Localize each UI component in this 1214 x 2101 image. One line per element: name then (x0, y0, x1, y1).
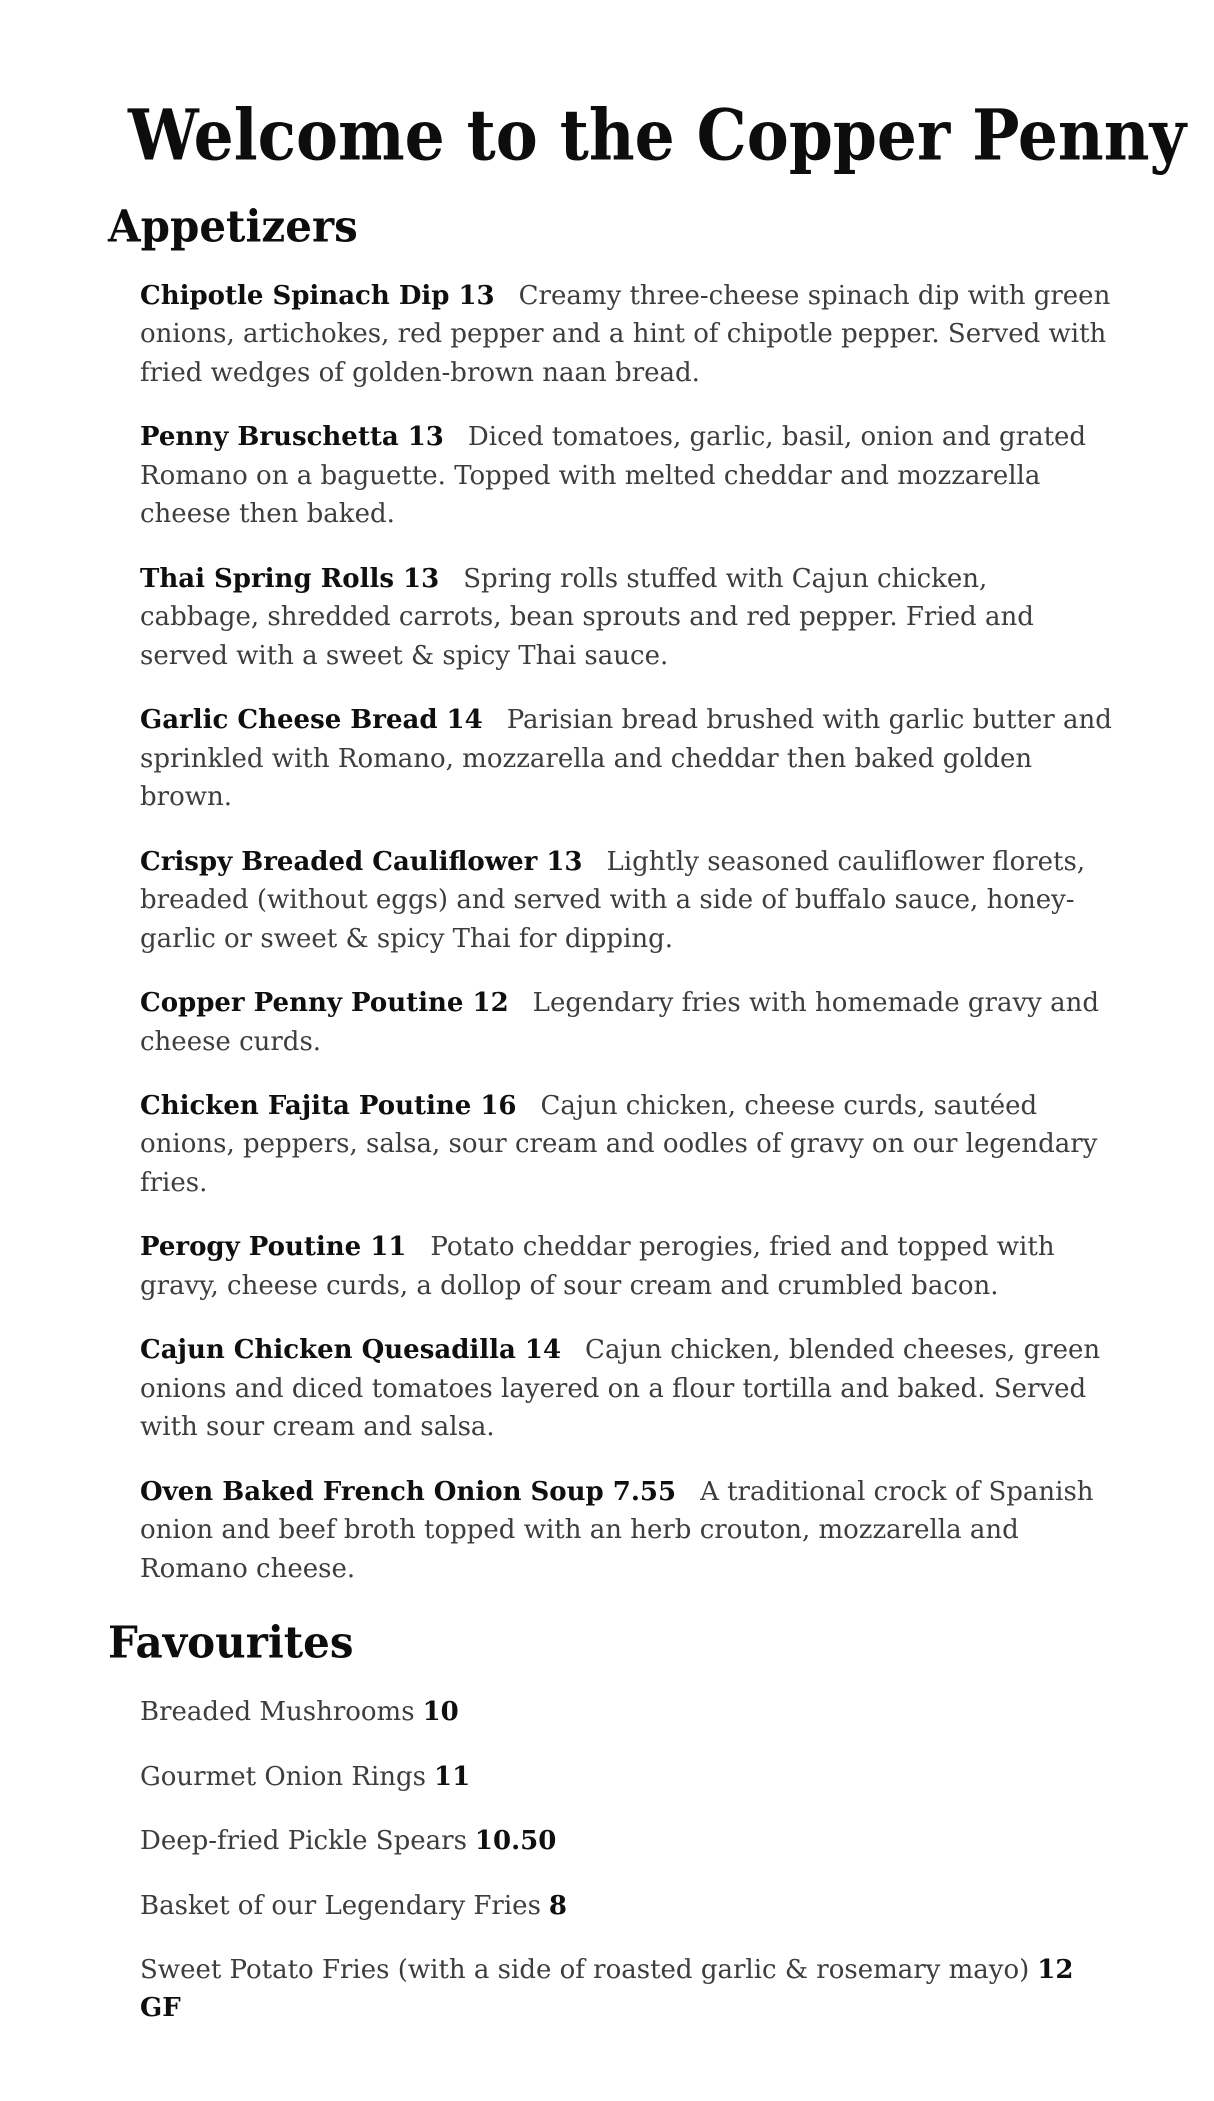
item-name: Deep-fried Pickle Spears (140, 1826, 467, 1857)
item-description: Spring rolls stuffed with Cajun chicken, cabbage, shredded carrots, bean sprouts and red pepper. Fried and served with a sweet & spicy Thai sauce. (140, 563, 1034, 671)
item-price: 12 GF (140, 1955, 1074, 2024)
item-name: Oven Baked French Onion Soup (140, 1476, 604, 1507)
item-name: Thai Spring Rolls (140, 563, 395, 594)
item-price: 13 (546, 846, 583, 877)
item-price: 7.55 (612, 1476, 677, 1507)
item-description: Parisian bread brushed with garlic butter and sprinkled with Romano, mozzarella and cheddar then baked golden brown. (140, 705, 1112, 813)
item-name: Penny Bruschetta (140, 422, 399, 453)
item-price: 11 (370, 1232, 407, 1263)
favourites-item-list (140, 1693, 1114, 2028)
item-name: Copper Penny Poutine (140, 988, 464, 1019)
item-price: 10.50 (474, 1826, 557, 1857)
item-name: Perogy Poutine (140, 1232, 362, 1263)
item-name: Sweet Potato Fries (with a side of roasted garlic & rosemary mayo) (140, 1955, 1030, 1985)
item-name: Chipotle Spinach Dip (140, 281, 450, 311)
menu-item (140, 1758, 1114, 1796)
page-title: Welcome to the Copper Penny (128, 93, 1187, 177)
menu-item (140, 1228, 1114, 1305)
item-description: A traditional crock of Spanish onion and beef broth topped with an herb crouton, mozzarella and Romano cheese. (140, 1476, 1094, 1584)
item-name: Basket of our Legendary Fries (140, 1890, 541, 1921)
item-description: Cajun chicken, blended cheeses, green onions and diced tomatoes layered on a flour tortilla and baked. Served with sour cream and salsa. (140, 1335, 1101, 1443)
menu-item (140, 1087, 1114, 1202)
item-description: Cajun chicken, cheese curds, sautéed onions, peppers, salsa, sour cream and oodles of gravy on our legendary fries. (140, 1090, 1098, 1198)
item-price: 14 (446, 705, 483, 736)
item-description: Potato cheddar perogies, fried and topped with gravy, cheese curds, a dollop of sour cream and crumbled bacon. (140, 1232, 1055, 1301)
item-price: 11 (434, 1761, 471, 1792)
menu-item (140, 1693, 1114, 1731)
menu-item (140, 418, 1114, 533)
section-heading-appetizers: Appetizers (108, 200, 358, 253)
item-price: 13 (407, 422, 444, 453)
menu-item (140, 843, 1114, 958)
menu-item (140, 1473, 1114, 1588)
item-price: 10 (422, 1697, 459, 1728)
item-description: Lightly seasoned cauliflower florets, breaded (without eggs) and served with a side of buffalo sauce, honey-garlic or sweet & spicy Thai for dipping. (140, 846, 1086, 954)
item-description: Diced tomatoes, garlic, basil, onion and grated Romano on a baguette. Topped with melted cheddar and mozzarella cheese then baked. (140, 422, 1087, 530)
menu-item (140, 560, 1114, 675)
item-price: 8 (548, 1890, 567, 1921)
item-name: Breaded Mushrooms (140, 1697, 415, 1728)
item-price: 13 (403, 563, 440, 594)
item-name: Chicken Fajita Poutine (140, 1090, 472, 1121)
item-name: Cajun Chicken Quesadilla (140, 1335, 516, 1366)
menu-item (140, 701, 1114, 816)
appetizers-item-list (140, 277, 1114, 1588)
section-heading-favourites: Favourites (108, 1616, 354, 1669)
item-description: Creamy three-cheese spinach dip with green onions, artichokes, red pepper and a hint of chipotle pepper. Served with fried wedges of golden-brown naan bread. (140, 281, 1111, 388)
item-price: 16 (480, 1090, 517, 1121)
menu-item (140, 277, 1114, 392)
item-name: Gourmet Onion Rings (140, 1761, 427, 1792)
item-description: Legendary fries with homemade gravy and cheese curds. (140, 988, 1100, 1057)
item-name: Garlic Cheese Bread (140, 705, 438, 736)
menu-item (140, 984, 1114, 1061)
menu-item (140, 1887, 1114, 1925)
item-name: Crispy Breaded Cauliflower (140, 846, 538, 877)
item-price: 13 (458, 281, 495, 311)
item-price: 12 (472, 988, 509, 1019)
menu-item (140, 1822, 1114, 1860)
menu-item (140, 1951, 1114, 2028)
menu-item (140, 1331, 1114, 1446)
item-price: 14 (524, 1335, 562, 1366)
